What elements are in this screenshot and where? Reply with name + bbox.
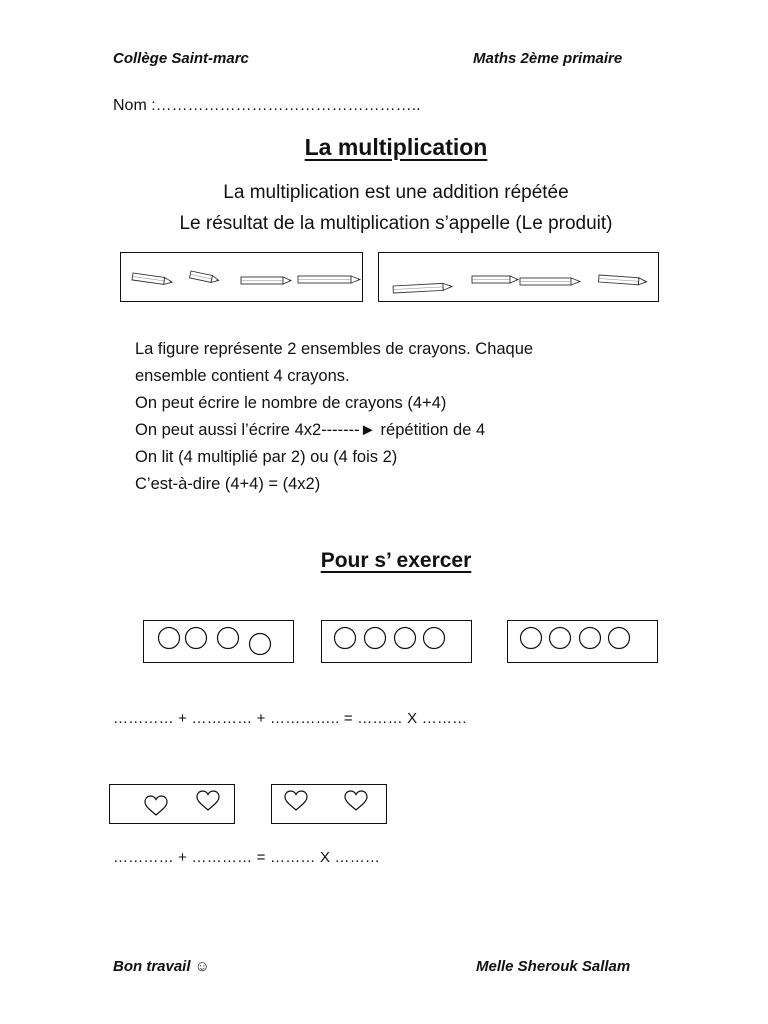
equation-2[interactable]: ………… + ………… = ……… X ………	[113, 849, 381, 866]
circle-group-1	[143, 620, 294, 663]
heart-group-1	[109, 784, 235, 824]
pencil-group-2	[379, 253, 660, 303]
circle-group-3-art	[508, 621, 659, 664]
circle-group-2-art	[322, 621, 473, 664]
school-name: Collège Saint-marc	[113, 50, 249, 67]
heart-group-2	[271, 784, 387, 824]
pencil-icon	[241, 277, 291, 284]
pencil-icon	[190, 271, 220, 284]
circle-icon	[159, 628, 180, 649]
heart-group-2-art	[272, 785, 388, 825]
pencil-icon	[472, 276, 518, 283]
circle-icon	[550, 628, 571, 649]
circle-icon	[395, 628, 416, 649]
pencil-group-1	[121, 253, 364, 303]
teacher-name: Melle Sherouk Sallam	[476, 958, 631, 975]
explanation-line: C’est-à-dire (4+4) = (4x2)	[135, 475, 321, 493]
circle-icon	[250, 634, 271, 655]
circle-icon	[335, 628, 356, 649]
circle-icon	[424, 628, 445, 649]
pencil-icon	[132, 273, 173, 285]
circle-icon	[218, 628, 239, 649]
pencil-set-1	[120, 252, 363, 302]
explanation-line: On lit (4 multiplié par 2) ou (4 fois 2)	[135, 448, 398, 466]
circle-icon	[186, 628, 207, 649]
name-line: Nom :…………………………………………..	[113, 97, 421, 114]
circle-icon	[365, 628, 386, 649]
circle-group-1-art	[144, 621, 295, 664]
exercise-title: Pour s’ exercer	[320, 549, 472, 572]
heart-icon	[197, 791, 219, 810]
equation-1[interactable]: ………… + ………… + ………….. = ……… X ………	[113, 710, 468, 727]
pencil-set-2	[378, 252, 659, 302]
circle-group-2	[321, 620, 472, 663]
explanation	[135, 336, 655, 498]
circle-icon	[580, 628, 601, 649]
definition-line-1: La multiplication est une addition répétée	[223, 182, 569, 203]
pencil-icon	[599, 275, 647, 285]
heart-group-1-art	[110, 785, 236, 825]
explanation-line: La figure représente 2 ensembles de crayons. Chaque	[135, 340, 534, 358]
circle-group-3	[507, 620, 658, 663]
definition	[12, 177, 768, 239]
footer-greeting: Bon travail ☺	[113, 958, 211, 975]
pencil-icon	[393, 283, 452, 293]
heart-icon	[145, 796, 167, 815]
heart-icon	[345, 791, 367, 810]
definition-line-2: Le résultat de la multiplication s’appelle (Le produit)	[179, 213, 613, 234]
circle-icon	[521, 628, 542, 649]
explanation-line: On peut écrire le nombre de crayons (4+4)	[135, 394, 447, 412]
explanation-line: On peut aussi l’écrire 4x2-------► répétition de 4	[135, 421, 486, 439]
explanation-line: ensemble contient 4 crayons.	[135, 367, 350, 385]
pencil-icon	[298, 276, 360, 283]
heart-icon	[285, 791, 307, 810]
circle-icon	[609, 628, 630, 649]
page-title: La multiplication	[304, 134, 488, 160]
pencil-icon	[520, 278, 580, 285]
subject-label: Maths 2ème primaire	[473, 50, 623, 67]
